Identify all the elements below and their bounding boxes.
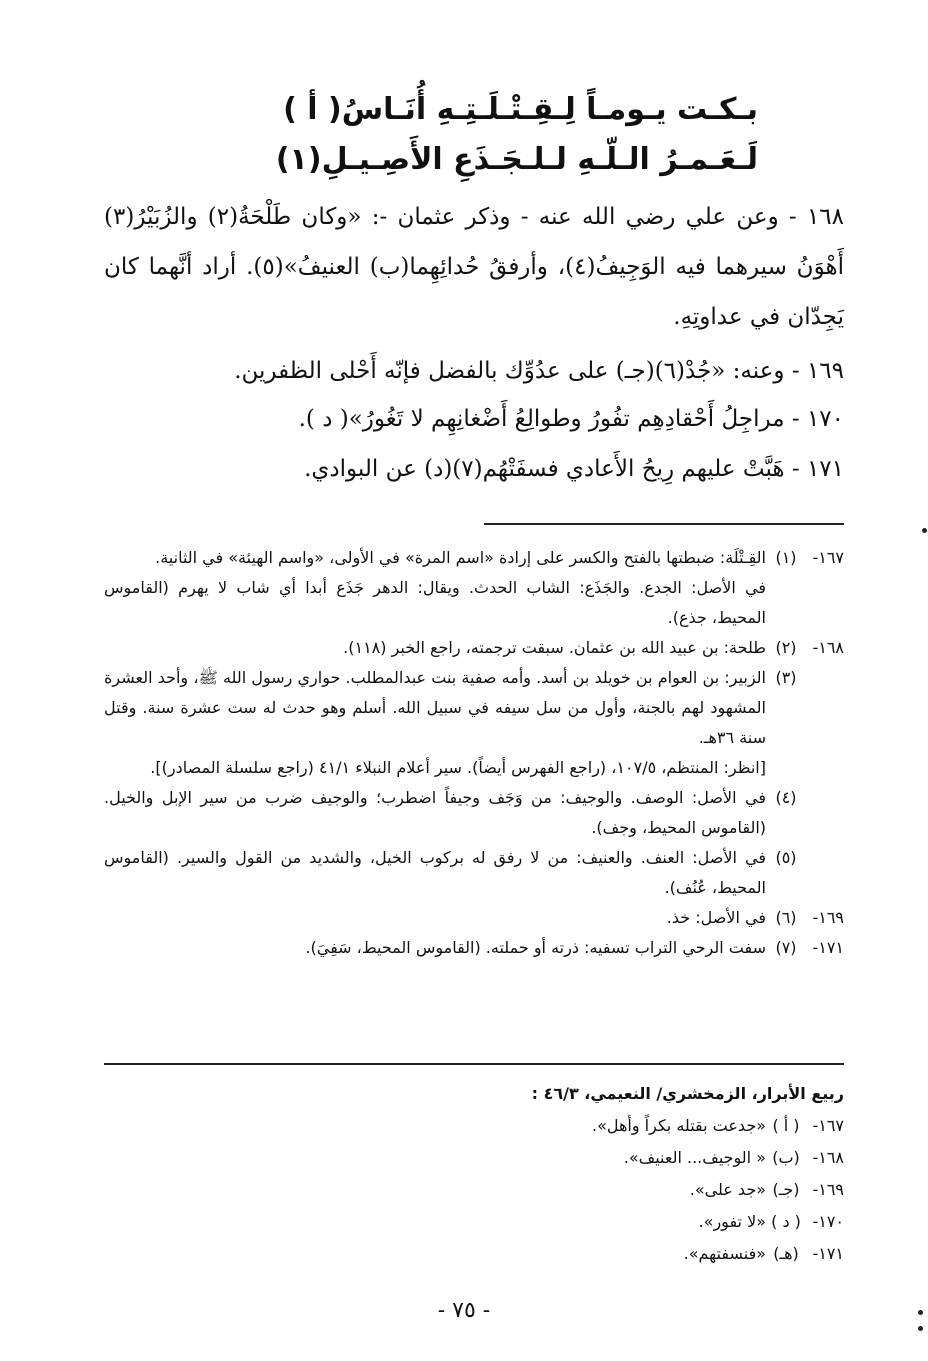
footnote: [104, 843, 844, 903]
footnote-paragraph: في الأصل: خذ.: [666, 908, 766, 927]
footnote-marker: (٧): [775, 938, 797, 957]
variant-entry-number: ١٦٨-: [812, 1148, 844, 1167]
footnote-entry-number: ١٦٩-: [812, 908, 844, 927]
variant-entry-number: ١٦٧-: [812, 1116, 844, 1135]
footnote-marker: (٣): [775, 668, 797, 687]
footnote-marker: (٥): [775, 848, 797, 867]
variant-marker: (هـ): [773, 1244, 799, 1263]
footnote-paragraph: في الأصل: الجدع. والجَذَع: الشاب الحدث. ويقال: الدهر جَذَع أبدا أي شاب لا يهرم (القاموس المحيط، جذع).: [104, 578, 766, 627]
footnote: [104, 903, 844, 933]
footnote-marker: (٤): [775, 788, 797, 807]
variant-readings: [104, 1078, 844, 1270]
footnotes: [104, 543, 844, 963]
footnote: [104, 783, 844, 843]
variant-row: [104, 1206, 844, 1238]
variant-row: [104, 1110, 844, 1142]
footnote-text: [104, 903, 766, 933]
variant-marker: ( د ): [771, 1212, 801, 1231]
page-number: - ٧٥ -: [437, 1298, 491, 1323]
footnote-entry-number: ١٦٧-: [812, 548, 844, 567]
variant-text: «جدعت بقتله بكراً وأهل».: [591, 1116, 766, 1135]
footnote-entry-number: [806, 663, 844, 783]
variant-marker: ( أ ): [772, 1116, 800, 1135]
footnote-paragraph: في الأصل: العنف. والعنيف: من لا رفق له بركوب الخيل، والشديد من القول والسير. (القاموس المحيط، عُنُف).: [104, 848, 766, 897]
footnote-paragraph: في الأصل: الوصف. والوجيف: من وَجَف وجيفاً اضطرب؛ والوجيف ضرب من سير الإبل والخيل. (القاموس المحيط، وجف).: [104, 788, 766, 837]
variant-marker: (ب): [772, 1148, 800, 1167]
variant-entry-number: ١٦٩-: [812, 1180, 844, 1199]
variant-row: [104, 1238, 844, 1270]
variant-entry-number: ١٧٠-: [812, 1212, 844, 1231]
paragraph-171: ١٧١ - هَبَّتْ عليهم رِيحُ الأَعادي فسفَتْهُم(٧)(د) عن البوادي.: [304, 456, 844, 482]
footnote-text: [104, 663, 766, 783]
footnote-separator: [484, 523, 844, 525]
footnote-marker: (١): [775, 548, 797, 567]
variant-row: [104, 1142, 844, 1174]
footnote-paragraph: الزبير: بن العوام بن خويلد بن أسد. وأمه صفية بنت عبدالمطلب. حواري رسول الله ﷺ، وأحد العشرة المشهود لهم بالجنة، وأول من سل سيفه في سبيل الله. أسلم وهو حدث له ست عشرة سنة. وقتل سنة ٣٦هـ.: [104, 668, 766, 747]
variant-text: «جد على».: [689, 1180, 766, 1199]
footnote-text: [104, 783, 766, 843]
paragraph-168: ١٦٨ - وعن علي رضي الله عنه - وذكر عثمان -: «وكان طَلْحَةُ(٢) والزُبَيْرُ(٣) أَهْوَنُ سيرهما فيه الوَجِيفُ(٤)، وأرفقُ حُدائِهِما(ب) العنيفُ»(٥). أراد أنَّهما كان يَجِدّان في عداوتِهِ.: [104, 204, 844, 330]
variant-text: «فنسفتهم».: [683, 1244, 766, 1263]
margin-dot: [918, 1326, 923, 1331]
paragraph-170: ١٧٠ - مراجِلُ أَحْقادِهِم تفُورُ وطوالِعُ أَضْغانِهِم لا تَغُورُ»( د ).: [298, 406, 844, 432]
margin-dot: [918, 1310, 923, 1315]
footnote-entry-number: ١٧١-: [812, 938, 844, 957]
variants-separator: [104, 1063, 844, 1065]
footnote: [104, 633, 844, 663]
margin-dot: [922, 528, 927, 533]
footnote-text: [104, 933, 766, 963]
footnote-paragraph: طلحة: بن عبيد الله بن عثمان. سبقت ترجمته، راجع الخبر (١١٨).: [343, 638, 766, 657]
footnote-text: [104, 543, 766, 633]
footnote-paragraph: القِـتْلَة: ضبطتها بالفتح والكسر على إرادة «اسم المرة» في الأولى، «واسم الهيئة» في الثانية.: [155, 548, 766, 567]
variant-text: « الوجيف... العنيف».: [623, 1148, 766, 1167]
poem-line-2: لَـعَـمـرُ الـلّـهِ لـلـجَـذَعِ الأَصِـيـلِ(١): [275, 142, 758, 177]
footnote-text: [104, 843, 766, 903]
variant-row: [104, 1174, 844, 1206]
variants-source-heading: ربيع الأبرار، الزمخشري/ النعيمي، ٤٦/٣ :: [531, 1084, 844, 1103]
footnote-paragraph: [انظر: المنتظم، ١٠٧/٥، (راجع الفهرس أيضاً). سير أعلام النبلاء ٤١/١ (راجع سلسلة المصادر)].: [150, 758, 766, 777]
footnote: [104, 663, 844, 783]
footnote-marker: (٦): [775, 908, 797, 927]
paragraph-169: ١٦٩ - وعنه: «جُدْ(٦)(جـ) على عدُوِّك بالفضل فإنّه أَحْلى الظفرين.: [234, 358, 844, 384]
footnote-paragraph: سفت الرحي التراب تسفيه: ذرته أو حملته. (القاموس المحيط، سَفِيَ).: [305, 938, 766, 957]
footnote-entry-number: ١٦٨-: [812, 638, 844, 657]
variant-entry-number: ١٧١-: [812, 1244, 844, 1263]
footnote: [104, 933, 844, 963]
variant-text: «لا تفور».: [698, 1212, 766, 1231]
footnote-marker: (٢): [775, 638, 797, 657]
poem-line-1: بـكـت يـومـاً لِـقِـتْـلَـتِـهِ أُنَـاسُ( أ ): [283, 92, 758, 127]
footnote: [104, 543, 844, 633]
variant-marker: (جـ): [772, 1180, 800, 1199]
footnote-text: [104, 633, 766, 663]
footnote-entry-number: [806, 843, 844, 903]
footnote-entry-number: [806, 783, 844, 843]
